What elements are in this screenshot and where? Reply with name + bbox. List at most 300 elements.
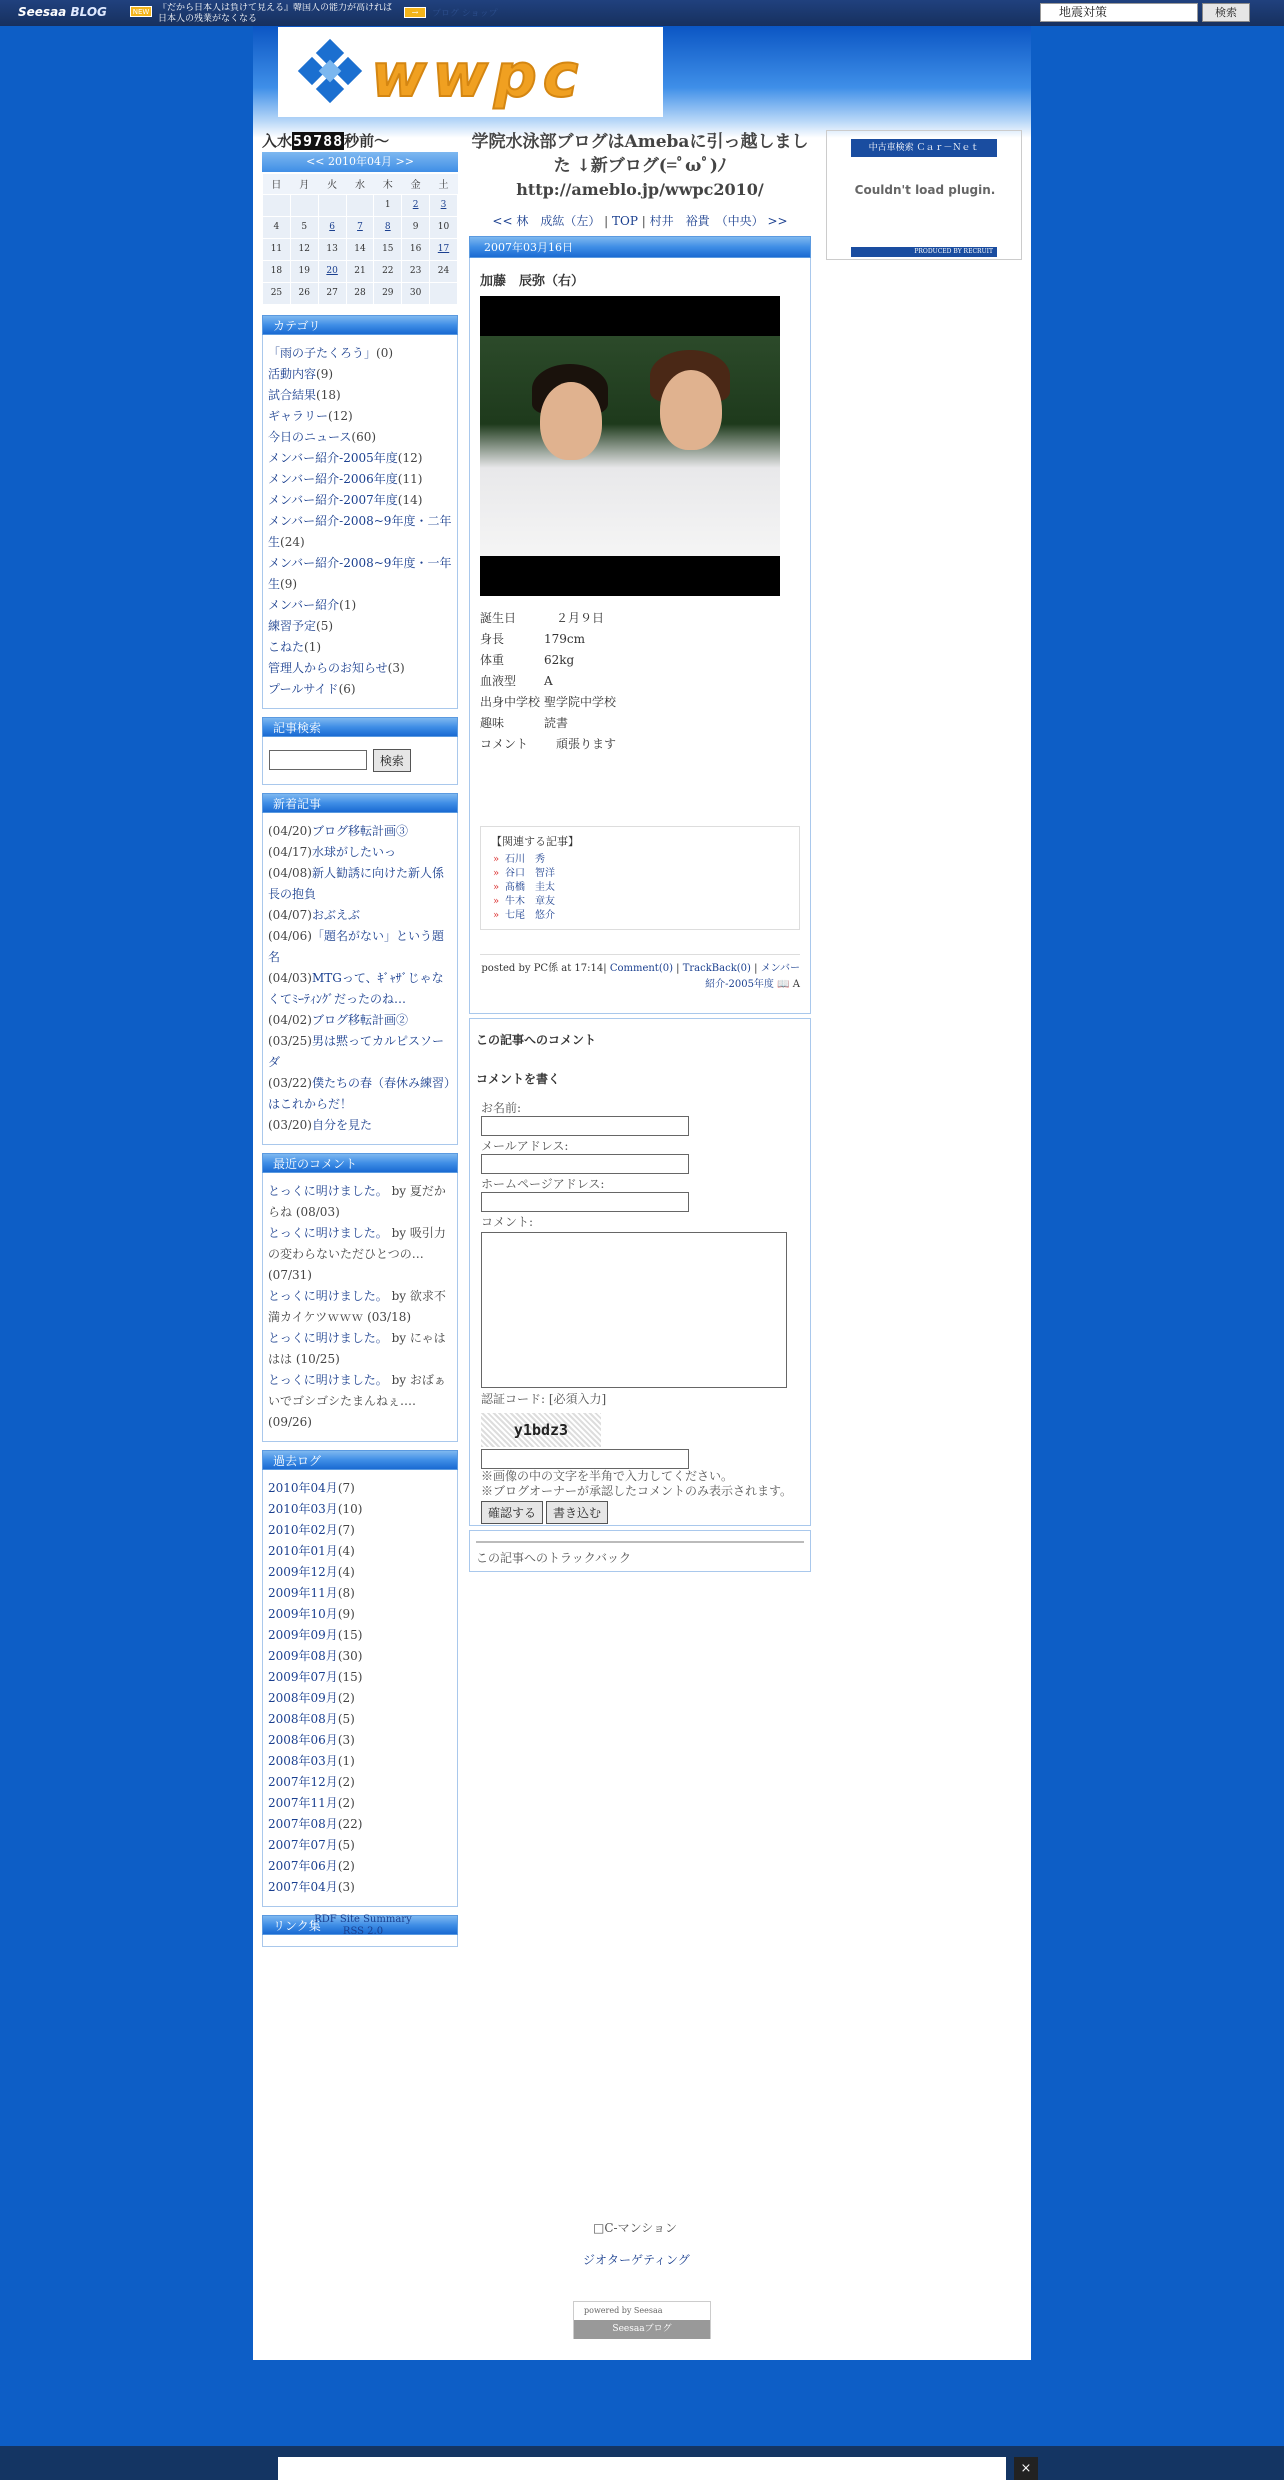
captcha-image: y1bdz3 — [481, 1413, 601, 1447]
category-link[interactable]: メンバー紹介-2005年度 — [705, 963, 800, 990]
archive-item — [268, 1709, 452, 1730]
search-header: 記事検索 — [262, 717, 458, 737]
category-count: (12) — [397, 450, 423, 465]
calendar-day: 16 — [402, 238, 430, 260]
recent-item — [268, 863, 452, 905]
archive-item — [268, 1520, 452, 1541]
profile-row — [480, 650, 616, 671]
category-count: (1) — [339, 597, 357, 612]
bookmark-icon[interactable]: 📖 — [777, 979, 790, 990]
counter-suffix: 秒前～ — [344, 132, 390, 150]
archive-link[interactable]: 2009年12月 — [268, 1564, 338, 1579]
right-sidebar-plugin — [826, 130, 1022, 260]
prev-article-link[interactable]: << 林 成紘（左） — [492, 214, 601, 228]
calendar — [262, 174, 458, 305]
font-size-icon[interactable]: A — [792, 979, 800, 990]
recent-date: (04/03) — [268, 970, 312, 985]
move-notice — [469, 130, 811, 202]
archive-count: (2) — [337, 1774, 355, 1789]
archive-link[interactable]: 2007年04月 — [268, 1879, 338, 1894]
archive-link[interactable]: 2007年07月 — [268, 1837, 338, 1852]
recent-comment-item — [268, 1328, 452, 1370]
calendar-day[interactable]: 7 — [346, 216, 374, 238]
category-link[interactable]: ギャラリー — [268, 408, 329, 423]
toolbar-faded-links[interactable]: ブログ ショップ — [432, 9, 498, 19]
category-link[interactable]: 試合結果 — [268, 387, 317, 402]
article-search-input[interactable] — [269, 750, 367, 770]
new-badge: NEW — [130, 6, 152, 17]
comments-header: 最近のコメント — [262, 1153, 458, 1173]
recent-item — [268, 926, 452, 968]
category-item — [268, 511, 452, 553]
archive-link[interactable]: 2007年12月 — [268, 1774, 338, 1789]
top-search-button[interactable]: 検索 — [1202, 3, 1250, 22]
next-article-link[interactable]: 村井 裕貴 （中央） >> — [649, 214, 788, 228]
recent-date: (03/22) — [268, 1075, 312, 1090]
recent-comments-list — [262, 1173, 458, 1442]
name-input[interactable] — [481, 1116, 689, 1136]
archive-count: (7) — [337, 1522, 355, 1537]
profile-key: 出身中学校 — [480, 695, 541, 709]
plugin-error: Couldn't load plugin. — [854, 183, 996, 197]
recent-item — [268, 1031, 452, 1073]
calendar-day[interactable]: 3 — [430, 194, 458, 216]
calendar-day[interactable]: 20 — [318, 260, 346, 282]
calendar-day — [318, 194, 346, 216]
blog-logo-text: BLOG — [70, 5, 107, 19]
archive-link[interactable]: 2008年08月 — [268, 1711, 338, 1726]
nav-separator: | — [637, 214, 650, 228]
submit-button[interactable]: 書き込む — [546, 1501, 608, 1524]
category-count: (14) — [397, 492, 423, 507]
archive-item — [268, 1835, 452, 1856]
recent-article-link[interactable]: 「題名がない」という題名 — [268, 928, 444, 964]
posted-by: posted by PC係 at 17:14 — [481, 963, 604, 974]
archive-link[interactable]: 2010年02月 — [268, 1522, 338, 1537]
recent-comment-author: by 吸引力の変わらないただひとつの… (07/31) — [268, 1225, 446, 1282]
counter-prefix: 入水 — [262, 132, 293, 150]
category-count: (11) — [397, 471, 423, 486]
profile-key: 身長 — [480, 632, 505, 646]
archive-count: (9) — [337, 1606, 355, 1621]
top-toolbar — [0, 0, 1284, 26]
recent-date: (04/06) — [268, 928, 312, 943]
email-input[interactable] — [481, 1154, 689, 1174]
recent-date: (03/25) — [268, 1033, 312, 1048]
seesaa-logo-text: Seesaa — [18, 5, 67, 19]
news-arrow-icon[interactable]: → — [404, 7, 426, 18]
calendar-day: 28 — [346, 282, 374, 304]
feed-links — [253, 1914, 473, 1938]
recent-date: (04/07) — [268, 907, 312, 922]
category-item — [268, 679, 452, 700]
calendar-day: 1 — [374, 194, 402, 216]
archive-item — [268, 1814, 452, 1835]
article-search-button[interactable]: 検索 — [373, 749, 411, 772]
calendar-day — [290, 194, 318, 216]
recent-item — [268, 842, 452, 863]
archive-item — [268, 1646, 452, 1667]
captcha-note: ※画像の中の文字を半角で入力してください。 — [481, 1469, 734, 1483]
archive-link[interactable]: 2007年08月 — [268, 1816, 338, 1831]
weekday-header: 金 — [402, 174, 430, 194]
weekday-header: 日 — [263, 174, 291, 194]
recent-comment-item — [268, 1370, 452, 1433]
calendar-day: 24 — [430, 260, 458, 282]
category-link[interactable]: 今日のニュース — [268, 429, 352, 444]
recent-comment-author: by にゃははは (10/25) — [268, 1330, 446, 1366]
related-article-link[interactable]: » 牛木 章友 — [491, 895, 789, 909]
recent-article-link[interactable]: ブログ移転計画③ — [311, 823, 408, 838]
calendar-day — [346, 194, 374, 216]
archive-link[interactable]: 2008年09月 — [268, 1690, 338, 1705]
calendar-week — [263, 194, 458, 216]
category-item — [268, 448, 452, 469]
wwpc-logo[interactable] — [278, 27, 663, 117]
archive-link[interactable]: 2009年11月 — [268, 1585, 338, 1600]
recent-article-link[interactable]: 男は黙ってカルピスソーダ — [268, 1033, 444, 1069]
powered-text: powered by Seesaa — [584, 2306, 663, 2315]
recent-comment-author: by おばぁいでゴシゴシたまんねぇ‥‥ (09/26) — [268, 1372, 446, 1429]
logo-diamond-icon — [319, 60, 342, 83]
recent-article-link[interactable]: 新人勧誘に向けた新人係長の抱負 — [268, 865, 444, 901]
profile-value: A — [544, 674, 553, 688]
category-count: (60) — [351, 429, 377, 444]
profile-value: 読書 — [544, 716, 569, 730]
recent-comment-author: by 夏だからね (08/03) — [268, 1183, 446, 1219]
captcha-input[interactable] — [481, 1449, 689, 1469]
archive-link[interactable]: 2009年09月 — [268, 1627, 338, 1642]
profile-row — [480, 734, 616, 755]
archive-link[interactable]: 2009年10月 — [268, 1606, 338, 1621]
calendar-week — [263, 216, 458, 238]
calendar-day[interactable]: 2 — [402, 194, 430, 216]
comment-count-link[interactable]: Comment(0) — [609, 963, 673, 974]
archive-count: (22) — [337, 1816, 363, 1831]
archive-count: (5) — [337, 1837, 355, 1852]
trackback-section — [469, 1530, 811, 1572]
logo-text: wwpc — [371, 41, 585, 111]
recent-date: (03/20) — [268, 1117, 312, 1132]
archive-count: (4) — [337, 1564, 355, 1579]
category-count: (6) — [338, 681, 356, 696]
related-title: 【関連する記事】 — [491, 835, 579, 848]
recent-item — [268, 905, 452, 926]
archive-count: (15) — [337, 1669, 363, 1684]
related-article-link[interactable]: » 七尾 悠介 — [491, 909, 789, 923]
category-link[interactable]: こねた — [268, 639, 305, 654]
email-label: メールアドレス: — [481, 1139, 569, 1153]
category-link[interactable]: プールサイド — [268, 681, 339, 696]
seesaa-blog-button[interactable]: Seesaaブログ — [574, 2320, 710, 2339]
article — [469, 258, 811, 1014]
category-count: (24) — [280, 534, 305, 549]
calendar-week — [263, 260, 458, 282]
recent-article-link[interactable]: おぶえぶ — [311, 907, 360, 922]
name-label: お名前: — [481, 1101, 522, 1115]
profile-value: ２月９日 — [544, 611, 605, 625]
category-item — [268, 406, 452, 427]
recent-header: 新着記事 — [262, 793, 458, 813]
calendar-day: 12 — [290, 238, 318, 260]
archive-item — [268, 1793, 452, 1814]
profile-key: 誕生日 — [480, 611, 517, 625]
calendar-day: 15 — [374, 238, 402, 260]
archive-count: (3) — [337, 1879, 355, 1894]
archive-count: (5) — [337, 1711, 355, 1726]
rss-link[interactable]: RSS 2.0 — [342, 1926, 384, 1937]
archive-item — [268, 1688, 452, 1709]
recent-article-link[interactable]: 水球がしたいっ — [311, 844, 396, 859]
calendar-day: 29 — [374, 282, 402, 304]
comment-label: コメント: — [481, 1215, 534, 1229]
archive-header: 過去ログ — [262, 1450, 458, 1470]
archive-item — [268, 1667, 452, 1688]
links-header: リンク集 — [262, 1915, 458, 1935]
calendar-day: 26 — [290, 282, 318, 304]
archive-count: (10) — [337, 1501, 363, 1516]
archive-item — [268, 1604, 452, 1625]
approval-note: ※ブログオーナーが承認したコメントのみ表示されます。 — [481, 1484, 793, 1498]
carnet-banner[interactable]: 中古車検索 Ｃａｒ－Ｎｅｔ — [851, 139, 997, 157]
calendar-header[interactable]: << 2010年04月 >> — [262, 152, 458, 172]
archive-link[interactable]: 2007年11月 — [268, 1795, 338, 1810]
member-profile — [480, 608, 616, 755]
archive-link[interactable]: 2010年04月 — [268, 1480, 338, 1495]
category-header: カテゴリ — [262, 315, 458, 335]
weekday-header: 木 — [374, 174, 402, 194]
recent-comment-author: by 欲求不満カイケツｗｗｗ (03/18) — [268, 1288, 446, 1324]
category-item — [268, 553, 452, 595]
category-link[interactable]: メンバー紹介-2008~9年度・一年生 — [268, 555, 452, 591]
archive-link[interactable]: 2007年06月 — [268, 1858, 338, 1873]
archive-link[interactable]: 2010年03月 — [268, 1501, 338, 1516]
calendar-day[interactable]: 6 — [318, 216, 346, 238]
comment-textarea[interactable] — [481, 1232, 787, 1388]
seesaa-blog-logo[interactable] — [18, 5, 107, 19]
archive-item — [268, 1877, 452, 1898]
recent-date: (04/02) — [268, 1012, 312, 1027]
related-article-link[interactable]: » 谷口 智洋 — [491, 867, 789, 881]
calendar-day: 10 — [430, 216, 458, 238]
captcha-label: 認証コード: [必須入力] — [481, 1392, 607, 1406]
blog-header — [253, 26, 1031, 138]
calendar-day[interactable]: 8 — [374, 216, 402, 238]
archive-link[interactable]: 2009年08月 — [268, 1648, 338, 1663]
archive-link[interactable]: 2010年01月 — [268, 1543, 338, 1558]
category-item — [268, 364, 452, 385]
weekday-header: 月 — [290, 174, 318, 194]
confirm-button[interactable]: 確認する — [481, 1501, 543, 1524]
archive-item — [268, 1499, 452, 1520]
recent-comment-link[interactable]: とっくに明けました。 — [268, 1372, 388, 1387]
category-item — [268, 427, 452, 448]
calendar-day — [430, 282, 458, 304]
archive-count: (7) — [337, 1480, 355, 1495]
archive-count: (2) — [337, 1690, 355, 1705]
category-link[interactable]: 活動内容 — [268, 366, 317, 381]
calendar-day: 30 — [402, 282, 430, 304]
recent-comment-link[interactable]: とっくに明けました。 — [268, 1183, 388, 1198]
calendar-day: 22 — [374, 260, 402, 282]
broken-image-icon: □ — [593, 2221, 605, 2235]
weekday-header: 火 — [318, 174, 346, 194]
trackback-title: この記事へのトラックバック — [476, 1541, 804, 1566]
profile-row — [480, 629, 616, 650]
profile-key: 血液型 — [480, 674, 517, 688]
recent-comment-link[interactable]: とっくに明けました。 — [268, 1288, 388, 1303]
geotargeting-link[interactable]: ジオターゲティング — [583, 2253, 690, 2267]
profile-value: 頑張ります — [544, 737, 617, 751]
archive-item — [268, 1583, 452, 1604]
recent-item — [268, 1115, 452, 1136]
category-item — [268, 343, 452, 364]
related-article-link[interactable]: » 髙橋 圭太 — [491, 881, 789, 895]
category-item — [268, 469, 452, 490]
counter-digits: 59788 — [293, 132, 344, 150]
archive-count: (1) — [337, 1753, 355, 1768]
recent-item — [268, 821, 452, 842]
comment-section-title: この記事へのコメント — [476, 1033, 597, 1047]
search-section — [262, 737, 458, 785]
recent-date: (04/20) — [268, 823, 312, 838]
article-date: 2007年03月16日 — [469, 236, 811, 258]
close-icon[interactable]: × — [1014, 2457, 1038, 2480]
post-meta: posted by PC係 at 17:14| Comment(0) | TrackBack(0) | メンバー紹介-2005年度 📖 A — [480, 954, 800, 993]
recent-list — [262, 813, 458, 1145]
archive-item — [268, 1730, 452, 1751]
nav-separator: | — [600, 214, 613, 228]
recent-comment-link[interactable]: とっくに明けました。 — [268, 1330, 388, 1345]
photo-scene — [480, 336, 780, 556]
recent-comment-link[interactable]: とっくに明けました。 — [268, 1225, 388, 1240]
profile-key: 体重 — [480, 653, 505, 667]
archive-link[interactable]: 2008年03月 — [268, 1753, 338, 1768]
recent-item — [268, 968, 452, 1010]
calendar-day: 9 — [402, 216, 430, 238]
calendar-day: 13 — [318, 238, 346, 260]
archive-count: (2) — [337, 1858, 355, 1873]
category-item — [268, 658, 452, 679]
profile-value: 62kg — [544, 653, 575, 667]
calendar-day — [263, 194, 291, 216]
calendar-day: 19 — [290, 260, 318, 282]
calendar-day: 21 — [346, 260, 374, 282]
category-link[interactable]: メンバー紹介 — [268, 597, 340, 612]
calendar-day: 18 — [263, 260, 291, 282]
archive-count: (3) — [337, 1732, 355, 1747]
recent-article-link[interactable]: ブログ移転計画② — [311, 1012, 408, 1027]
category-link[interactable]: メンバー紹介-2006年度 — [268, 471, 398, 486]
powered-by-seesaa[interactable] — [573, 2301, 711, 2339]
recent-article-link[interactable]: 僕たちの春（春休み練習）はこれからだ！ — [268, 1075, 450, 1111]
bottom-ad-field[interactable] — [278, 2457, 1006, 2480]
category-count: (12) — [328, 408, 353, 423]
archive-item — [268, 1478, 452, 1499]
photo-face — [660, 370, 722, 450]
archive-count: (15) — [337, 1627, 363, 1642]
archive-item — [268, 1856, 452, 1877]
category-count: (9) — [316, 366, 334, 381]
profile-row — [480, 671, 616, 692]
category-count: (5) — [316, 618, 334, 633]
recent-article-link[interactable]: MTGって、ｷﾞｬｻﾞじゃなくてﾐｰﾃｨﾝｸﾞだったのね… — [268, 970, 444, 1006]
news-headline-link[interactable]: 『だから日本人は負けて見える』韓国人の能力が高ければ日本人の残業がなくなる — [158, 3, 393, 24]
homepage-label: ホームページアドレス: — [481, 1177, 605, 1191]
top-link[interactable]: TOP — [612, 214, 638, 228]
category-link[interactable]: 練習予定 — [268, 618, 317, 633]
page-container — [253, 26, 1031, 2360]
calendar-day[interactable]: 17 — [430, 238, 458, 260]
archive-item — [268, 1541, 452, 1562]
related-list — [491, 853, 789, 923]
category-count: (18) — [316, 387, 341, 402]
recent-article-link[interactable]: 自分を見た — [311, 1117, 372, 1132]
recent-item — [268, 1073, 452, 1115]
cmansion-alt-text: C-マンション — [604, 2221, 678, 2235]
archive-link[interactable]: 2009年07月 — [268, 1669, 338, 1684]
archive-item — [268, 1772, 452, 1793]
member-photo[interactable] — [480, 296, 780, 596]
archive-count: (2) — [337, 1795, 355, 1810]
calendar-day: 25 — [263, 282, 291, 304]
calendar-day: 23 — [402, 260, 430, 282]
calendar-week — [263, 282, 458, 304]
category-link[interactable]: メンバー紹介-2005年度 — [268, 450, 398, 465]
related-article-link[interactable]: » 石川 秀 — [491, 853, 789, 867]
article-nav — [469, 212, 811, 232]
article-title: 加藤 辰弥（右） — [480, 274, 585, 289]
calendar-day: 27 — [318, 282, 346, 304]
recent-comment-item — [268, 1181, 452, 1223]
category-item — [268, 490, 452, 511]
homepage-input[interactable] — [481, 1192, 689, 1212]
trackback-count-link[interactable]: TrackBack(0) — [682, 963, 751, 974]
archive-link[interactable]: 2008年06月 — [268, 1732, 338, 1747]
calendar-day: 14 — [346, 238, 374, 260]
calendar-week — [263, 238, 458, 260]
profile-row — [480, 692, 616, 713]
category-link[interactable]: 管理人からのお知らせ — [268, 660, 388, 675]
left-sidebar — [262, 130, 458, 1955]
weekday-header: 水 — [346, 174, 374, 194]
cmansion-image-link[interactable] — [593, 2219, 677, 2236]
category-count: (0) — [376, 345, 394, 360]
top-search-input[interactable]: 地震対策 — [1040, 3, 1198, 22]
category-list — [262, 335, 458, 709]
calendar-day: 5 — [290, 216, 318, 238]
profile-key: コメント — [480, 737, 529, 751]
related-articles — [480, 826, 800, 930]
recent-date: (04/17) — [268, 844, 312, 859]
calendar-day: 4 — [263, 216, 291, 238]
photo-face — [540, 382, 602, 460]
comment-section — [469, 1018, 811, 1526]
archive-list — [262, 1470, 458, 1907]
category-link[interactable]: メンバー紹介-2008~9年度・二年生 — [268, 513, 452, 549]
calendar-day: 11 — [263, 238, 291, 260]
write-comment-title: コメントを書く — [476, 1072, 561, 1086]
category-count: (3) — [387, 660, 405, 675]
rdf-link[interactable]: RDF Site Summary — [314, 1914, 412, 1925]
category-link[interactable]: メンバー紹介-2007年度 — [268, 492, 398, 507]
category-link[interactable]: 「雨の子たくろう」 — [268, 345, 377, 360]
notice-text: 学院水泳部ブログはAmebaに引っ越しました ↓新ブログ(=ﾟωﾟ)ﾉ — [471, 132, 809, 176]
recent-comment-item — [268, 1223, 452, 1286]
dive-counter — [262, 130, 458, 152]
new-blog-url[interactable]: http://ameblo.jp/wwpc2010/ — [516, 180, 764, 199]
category-count: (9) — [280, 576, 298, 591]
